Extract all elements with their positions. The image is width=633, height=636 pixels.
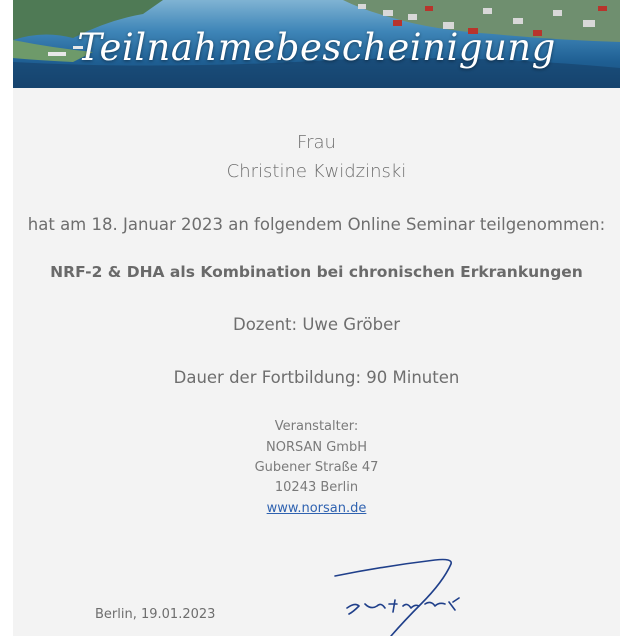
header-banner [13,0,620,88]
place-and-date: Berlin, 19.01.2023 [95,607,216,622]
organizer-website [0,501,633,516]
website-link[interactable]: www.norsan.de [266,501,367,516]
course-duration: Dauer der Fortbildung: 90 Minuten [173,368,460,387]
handwritten-signature [325,552,485,636]
organizer-city: 10243 Berlin [274,480,359,495]
organizer-label: Veranstalter: [274,419,359,434]
seminar-title: NRF-2 & DHA als Kombination bei chronischen Erkrankungen [50,263,583,281]
organizer-name: NORSAN GmbH [266,440,367,455]
attendance-statement: hat am 18. Januar 2023 an folgendem Online Seminar teilgenommen: [27,215,606,234]
certificate-title: Teilnahmebescheinigung [77,26,556,69]
recipient-name: Christine Kwidzinski [226,161,407,182]
lecturer: Dozent: Uwe Gröber [232,315,401,334]
recipient-salutation: Frau [297,132,336,153]
organizer-street: Gubener Straße 47 [254,460,379,475]
